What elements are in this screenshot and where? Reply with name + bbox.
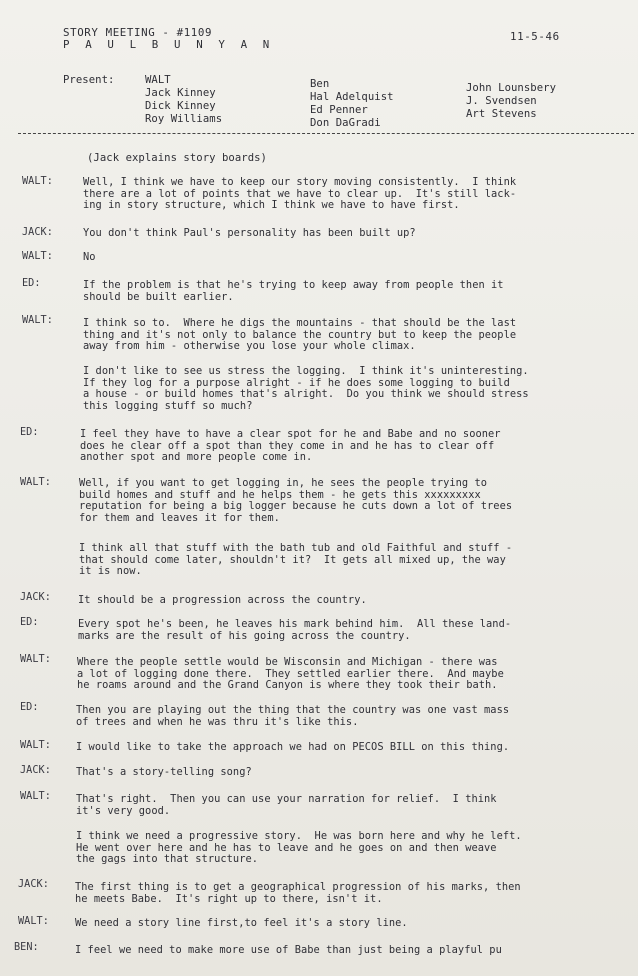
speaker-label: ED: xyxy=(20,617,39,628)
dialogue-text: No xyxy=(83,251,96,263)
production-name: P A U L B U N Y A N xyxy=(63,38,274,51)
attendee: Art Stevens xyxy=(466,108,537,120)
dialogue-text: It should be a progression across the country. xyxy=(78,594,367,606)
dialogue-text: Well, if you want to get logging in, he sees the people trying to build homes and stuff and he helps them - he gets this xxxxxxxxx reputation for being a big logger because he cuts down a lot of trees for them and leaves it for them. xyxy=(79,477,513,524)
dialogue-text: I feel we need to make more use of Babe than just being a playful pu xyxy=(75,944,502,956)
dialogue-text: I feel they have to have a clear spot for he and Babe and no sooner does he clear off a spot than they come in and he has to clear off another spot and more people come in. xyxy=(80,428,501,464)
dialogue-text: Then you are playing out the thing that the country was one vast mass of trees and when he was thru it's like this. xyxy=(76,704,510,728)
dialogue-text: I think we need a progressive story. He was born here and why he left. He went over here and he has to leave and he goes on and then weave the gags into that structure. xyxy=(76,830,522,866)
speaker-label: WALT: xyxy=(22,176,53,187)
speaker-label: ED: xyxy=(22,278,41,289)
attendee: J. Svendsen xyxy=(466,95,537,107)
dashed-separator xyxy=(18,133,634,134)
speaker-label: WALT: xyxy=(22,251,53,262)
dialogue-text: The first thing is to get a geographical progression of his marks, then he meets Babe. It's right up to there, isn't it. xyxy=(75,881,521,905)
attendee: WALT xyxy=(145,74,171,86)
speaker-label: JACK: xyxy=(22,227,53,238)
attendee: John Lounsbery xyxy=(466,82,556,94)
attendee: Jack Kinney xyxy=(145,87,216,99)
speaker-label: ED: xyxy=(20,702,39,713)
dialogue-text: That's right. Then you can use your narration for relief. I think it's very good. xyxy=(76,793,497,817)
speaker-label: ED: xyxy=(20,427,39,438)
speaker-label: WALT: xyxy=(18,916,49,927)
speaker-label: JACK: xyxy=(20,592,51,603)
dialogue-text: I would like to take the approach we had on PECOS BILL on this thing. xyxy=(76,741,510,753)
dialogue-text: Where the people settle would be Wisconsin and Michigan - there was a lot of logging done there. They settled earlier there. And maybe he roams around and the Grand Canyon is where they took their bath. xyxy=(77,656,504,692)
dialogue-text: That's a story-telling song? xyxy=(76,766,252,778)
attendee: Roy Williams xyxy=(145,113,223,125)
meeting-title: STORY MEETING - #1109 xyxy=(63,26,213,39)
meeting-date: 11-5-46 xyxy=(510,30,560,43)
dialogue-text: You don't think Paul's personality has been built up? xyxy=(83,227,416,239)
attendee: Don DaGradi xyxy=(310,117,381,129)
attendee: Ed Penner xyxy=(310,104,368,116)
intro-note: (Jack explains story boards) xyxy=(87,152,267,164)
present-label: Present: xyxy=(63,74,115,86)
speaker-label: BEN: xyxy=(14,942,39,953)
dialogue-text: We need a story line first,to feel it's a story line. xyxy=(75,917,408,929)
speaker-label: WALT: xyxy=(20,791,51,802)
speaker-label: JACK: xyxy=(18,879,49,890)
speaker-label: WALT: xyxy=(20,477,51,488)
dialogue-text: I think so to. Where he digs the mountains - that should be the last thing and it's not only to balance the country but to keep the people away from him - otherwise you lose your whole climax. xyxy=(83,317,517,353)
dialogue-text: I don't like to see us stress the logging. I think it's uninteresting. If they log for a purpose alright - if he does some logging to build a house - or build homes that's alright. Do you think we should stress this logging stuff so much? xyxy=(83,365,529,412)
dialogue-text: I think all that stuff with the bath tub and old Faithful and stuff - that should come later, shouldn't it? It gets all mixed up, the way it is now. xyxy=(79,542,513,578)
attendee: Dick Kinney xyxy=(145,100,216,112)
speaker-label: WALT: xyxy=(20,654,51,665)
speaker-label: WALT: xyxy=(20,740,51,751)
dialogue-text: If the problem is that he's trying to keep away from people then it should be built earlier. xyxy=(83,279,504,303)
speaker-label: WALT: xyxy=(22,315,53,326)
attendee: Hal Adelquist xyxy=(310,91,394,103)
speaker-label: JACK: xyxy=(20,765,51,776)
dialogue-text: Every spot he's been, he leaves his mark behind him. All these land- marks are the result of his going across the country. xyxy=(78,618,512,642)
dialogue-text: Well, I think we have to keep our story moving consistently. I think there are a lot of points that we have to clear up. It's still lack- ing in story structure, which I think we have to have first. xyxy=(83,176,517,212)
attendee: Ben xyxy=(310,78,330,90)
